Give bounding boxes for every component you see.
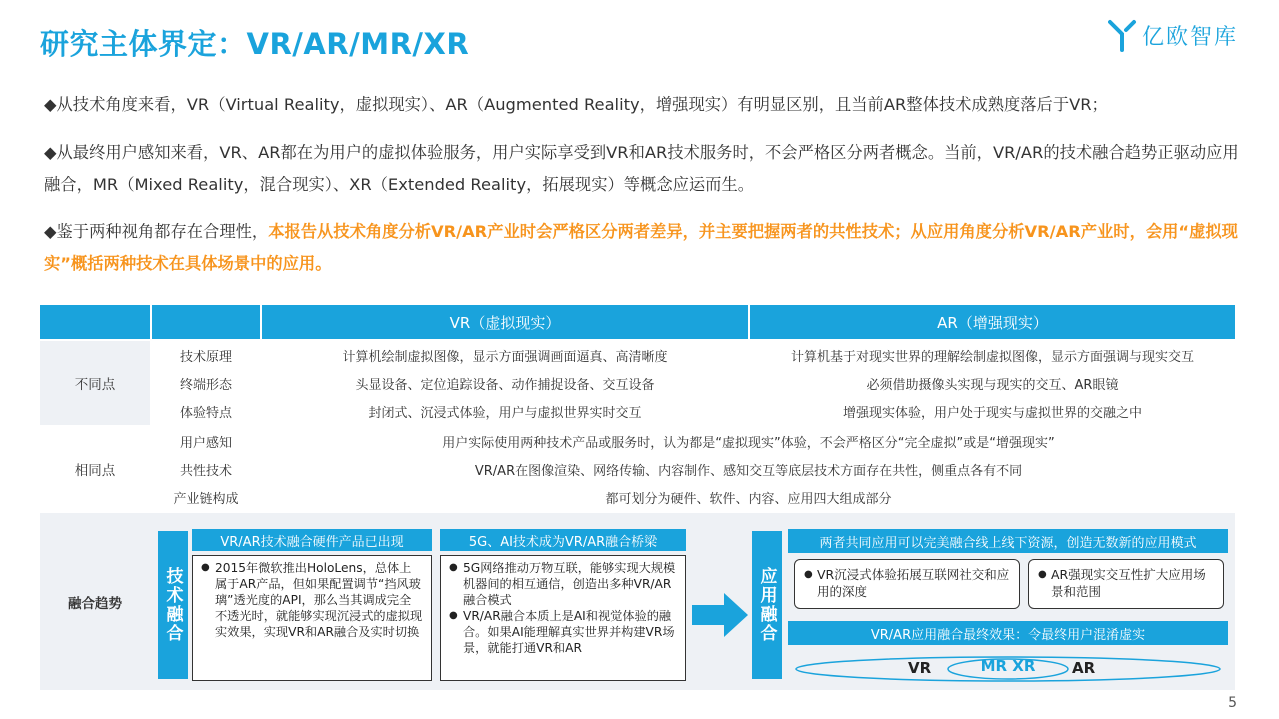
same-group-label: 相同点 [40, 427, 150, 511]
table-header-blank-2 [152, 305, 260, 339]
spectrum-vr-label: VR [908, 659, 932, 677]
same-row-label: 共性技术 [179, 463, 232, 479]
page-title: 研究主体界定：VR/AR/MR/XR [40, 27, 470, 61]
diff-row-label: 体验特点 [179, 405, 232, 421]
list-item: ● 2015年微软推出HoloLens，总体上属于AR产品，但如果配置调节“挡风玻璃”透光度的API，那么当其调成完全不透光时，就能够实现沉浸式的虚拟现实效果，实现VR和AR融合及实时切换 [201, 560, 423, 640]
diff-row-vr: 头显设备、定位追踪设备、动作捕捉设备、交互设备 [355, 377, 655, 393]
paragraph-tech-view: ◆从技术角度来看，VR（Virtual Reality，虚拟现实）、AR（Augmented Reality，增强现实）有明显区别，且当前AR整体技术成熟度落后于VR； [44, 95, 1108, 114]
logo [1108, 18, 1238, 52]
tech-box-5g-ai [440, 555, 686, 681]
diff-row-ar: 必须借助摄像头实现与现实的交互、AR眼镜 [866, 377, 1119, 393]
tech-fusion-bar: 技术融合 [158, 531, 188, 679]
list-item: ● 5G网络推动万物互联，能够实现大规模机器间的相互通信，创造出多种VR/AR融合模式 [449, 560, 677, 608]
paragraph-report-scope-highlight: 本报告从技术角度分析VR/AR产业时会严格区分两者差异，并主要把握两者的共性技术；从应用角度分析VR/AR产业时，会用“虚拟现实”概括两种技术在具体场景中的应用。 [44, 222, 1238, 273]
yiou-logo-icon [1108, 18, 1138, 52]
list-item: ● VR/AR融合本质上是AI和视觉体验的融合。如果AI能理解真实世界并构建VR场景，就能打通VR和AR [449, 608, 677, 656]
tech-head-hardware: VR/AR技术融合硬件产品已出现 [192, 529, 432, 551]
comparison-table [40, 305, 1235, 690]
app-head-resources: 两者共同应用可以完美融合线上线下资源，创造无数新的应用模式 [788, 529, 1228, 553]
app-head-final-effect: VR/AR应用融合最终效果：令最终用户混淆虚实 [788, 621, 1228, 645]
spectrum-ar-label: AR [1072, 659, 1096, 677]
same-row-label: 用户感知 [179, 435, 232, 451]
page-number: 5 [1228, 695, 1237, 711]
tech-box-hardware [192, 555, 432, 681]
table-header-vr: VR（虚拟现实） [262, 305, 748, 339]
diff-row-ar: 计算机基于对现实世界的理解绘制虚拟图像，显示方面强调与现实交互 [790, 349, 1194, 365]
logo-text: 亿欧智库 [1142, 24, 1239, 50]
paragraph-user-view: ◆从最终用户感知来看，VR、AR都在为用户的虚拟体验服务，用户实际享受到VR和AR技术服务时，不会严格区分两者概念。当前，VR/AR的技术融合趋势正驱动应用融合，MR（Mixed Reality，混合现实）、XR（Extended Reality，拓展现实）等概念应运而生。 [44, 143, 1239, 194]
same-row-value: 用户实际使用两种技术产品或服务时，认为都是“虚拟现实”体验，不会严格区分“完全虚拟”或是“增强现实” [442, 435, 1055, 451]
app-box-ar: ● AR强现实交互性扩大应用场景和范围 [1028, 559, 1224, 609]
tech-head-5g-ai: 5G、AI技术成为VR/AR融合桥梁 [440, 529, 686, 551]
diff-row-vr: 计算机绘制虚拟图像，显示方面强调画面逼真、高清晰度 [342, 349, 668, 365]
table-header-blank [40, 305, 150, 339]
same-row-value: VR/AR在图像渲染、网络传输、内容制作、感知交互等底层技术方面存在共性，侧重点各有不同 [474, 463, 1023, 479]
diff-row-vr: 封闭式、沉浸式体验，用户与虚拟世界实时交互 [368, 405, 642, 421]
same-row-label: 产业链构成 [173, 491, 239, 507]
right-arrow-icon [692, 593, 748, 637]
table-header-ar: AR（增强现实） [750, 305, 1235, 339]
paragraph-report-scope-prefix: ◆鉴于两种视角都存在合理性， [44, 222, 269, 241]
app-box-vr: ● VR沉浸式体验拓展互联网社交和应用的深度 [794, 559, 1020, 609]
diff-row-label: 技术原理 [179, 349, 232, 365]
diff-group-label: 不同点 [40, 341, 150, 425]
app-fusion-bar: 应用融合 [752, 531, 782, 679]
diff-row-ar: 增强现实体验，用户处于现实与虚拟世界的交融之中 [842, 405, 1142, 421]
same-row-value: 都可划分为硬件、软件、内容、应用四大组成部分 [605, 491, 892, 507]
fusion-group-label: 融合趋势 [68, 595, 122, 612]
paragraph-report-scope [44, 216, 1244, 280]
diff-row-label: 终端形态 [179, 377, 232, 393]
spectrum-mr-xr-label: MR XR [980, 657, 1036, 675]
